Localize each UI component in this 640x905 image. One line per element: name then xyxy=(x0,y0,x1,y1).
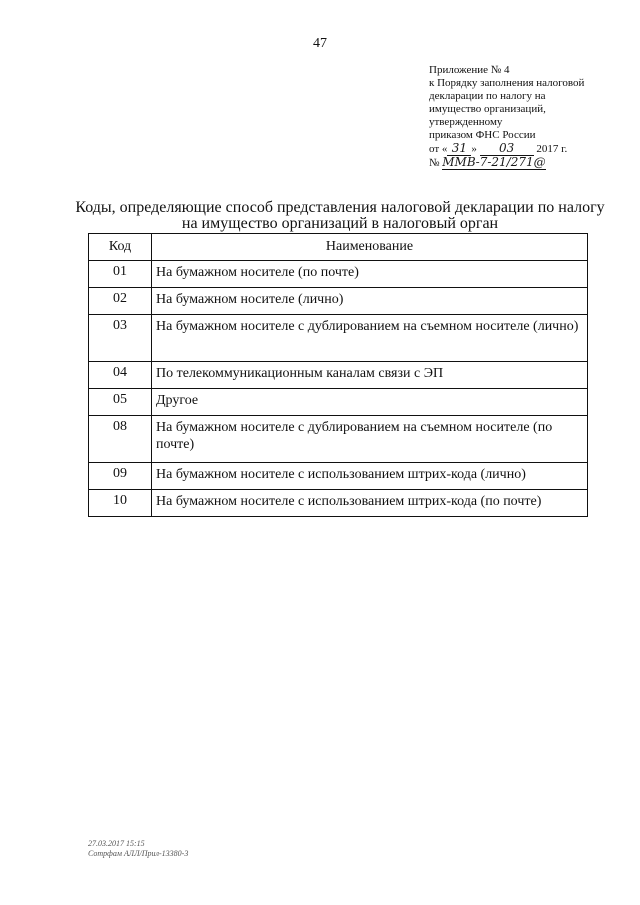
page-number: 47 xyxy=(313,36,327,51)
table-row xyxy=(89,490,588,517)
order-number xyxy=(429,156,629,170)
row-name: На бумажном носителе (по почте) xyxy=(152,261,588,288)
row-code: 03 xyxy=(89,315,152,362)
document-footer xyxy=(88,839,188,859)
row-code: 05 xyxy=(89,389,152,416)
row-name: На бумажном носителе (лично) xyxy=(152,288,588,315)
header-code: Код xyxy=(89,234,152,261)
title-line: на имущество организаций в налоговый орган xyxy=(181,215,499,232)
order-date xyxy=(429,142,629,156)
row-name: На бумажном носителе с дублированием на съемном носителе (лично) xyxy=(152,315,588,362)
footer-file-ref: Сотрфам АЛЛ/Прил-13380-3 xyxy=(88,849,189,858)
row-code: 04 xyxy=(89,362,152,389)
appendix-line: имущество организаций, xyxy=(429,103,546,115)
table-header-row xyxy=(89,234,588,261)
date-prefix: от « xyxy=(429,143,448,155)
row-code: 09 xyxy=(89,463,152,490)
date-day-handwritten: 31 xyxy=(447,142,471,156)
table-row xyxy=(89,362,588,389)
date-month-handwritten: 03 xyxy=(480,142,534,156)
row-name: По телекоммуникационным каналам связи с ЭП xyxy=(152,362,588,389)
row-name: На бумажном носителе с дублированием на съемном носителе (по почте) xyxy=(152,416,588,463)
title-line: Коды, определяющие способ представления налоговой декларации по налогу xyxy=(75,199,605,216)
header-name: Наименование xyxy=(152,234,588,261)
codes-table xyxy=(88,233,588,517)
row-name: На бумажном носителе с использованием штрих-кода (лично) xyxy=(152,463,588,490)
order-number-handwritten: ММВ-7-21/271@ xyxy=(442,155,546,169)
table-row xyxy=(89,315,588,362)
appendix-line: приказом ФНС России xyxy=(429,129,536,141)
appendix-block xyxy=(429,64,629,170)
row-code: 01 xyxy=(89,261,152,288)
document-title xyxy=(60,200,620,232)
date-year: 2017 г. xyxy=(536,143,568,155)
row-name: На бумажном носителе с использованием штрих-кода (по почте) xyxy=(152,490,588,517)
appendix-line: утвержденному xyxy=(429,116,503,128)
appendix-line: к Порядку заполнения налоговой xyxy=(429,77,585,89)
table-row xyxy=(89,416,588,463)
row-code: 02 xyxy=(89,288,152,315)
table-row xyxy=(89,261,588,288)
number-prefix: № xyxy=(429,157,440,169)
row-code: 08 xyxy=(89,416,152,463)
date-separator: » xyxy=(471,143,477,155)
table-row xyxy=(89,389,588,416)
table-row xyxy=(89,288,588,315)
appendix-title: Приложение № 4 xyxy=(429,64,510,76)
footer-timestamp: 27.03.2017 15:15 xyxy=(88,839,145,848)
row-name: Другое xyxy=(152,389,588,416)
row-code: 10 xyxy=(89,490,152,517)
table-row xyxy=(89,463,588,490)
appendix-line: декларации по налогу на xyxy=(429,90,546,102)
